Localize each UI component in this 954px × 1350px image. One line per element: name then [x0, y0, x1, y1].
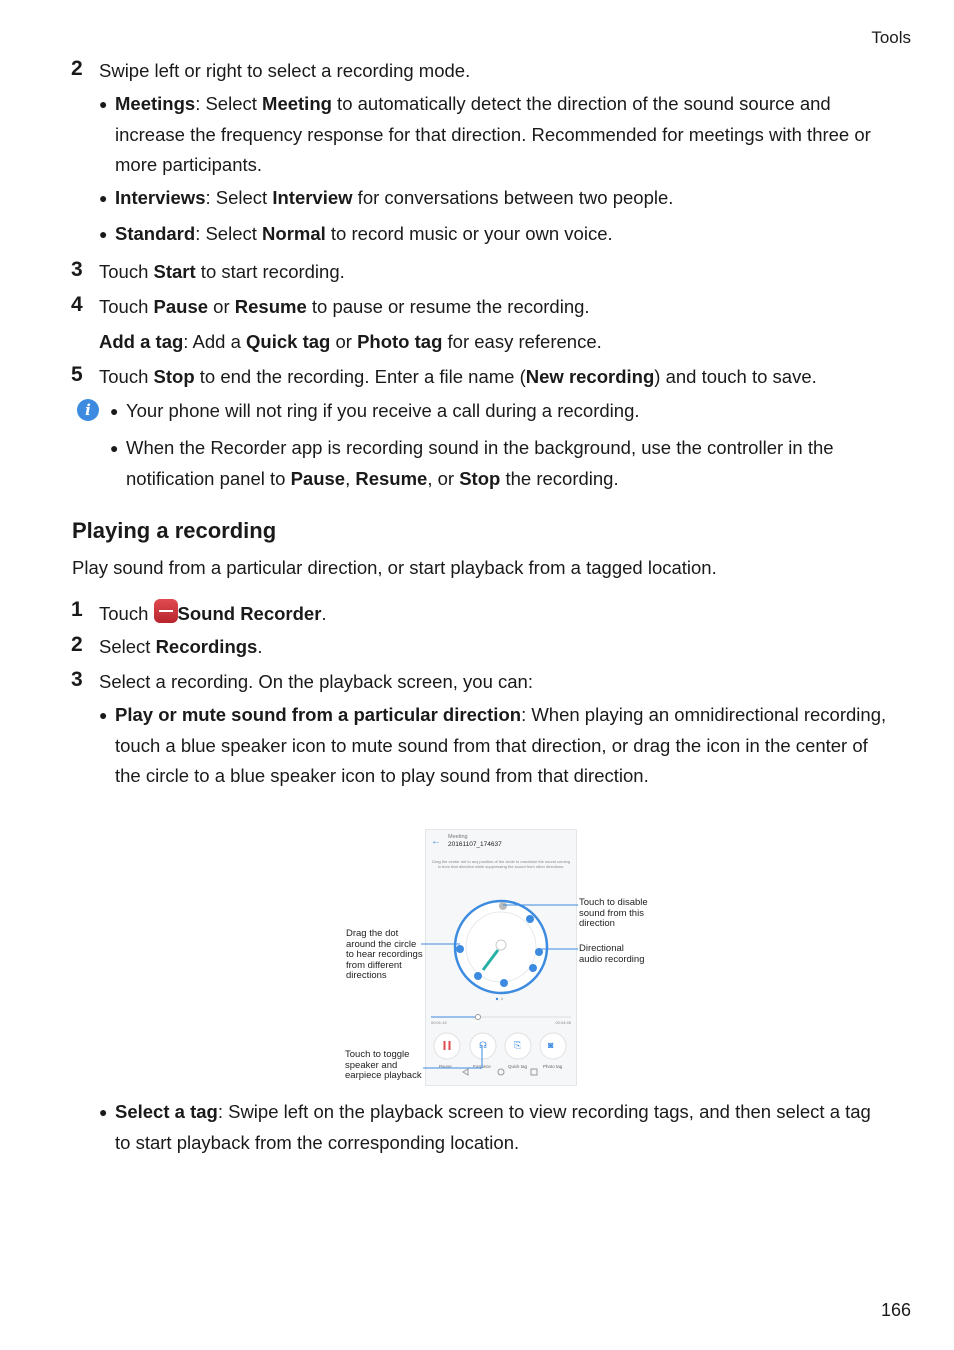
text: ) and touch to save. — [654, 366, 817, 387]
step-text — [99, 599, 327, 625]
text: , or — [427, 467, 460, 489]
camera-icon[interactable]: ◙ — [548, 1040, 554, 1050]
text: : Select — [205, 187, 273, 208]
bullet-dot: ● — [99, 226, 108, 242]
term: Stop — [153, 366, 195, 387]
pause-label: Pause — [439, 1064, 452, 1069]
text: : Add a — [183, 331, 247, 352]
nav-home-icon — [498, 1069, 504, 1075]
earpiece-icon[interactable]: ☊ — [479, 1040, 487, 1050]
step-number: 2 — [71, 57, 83, 80]
page-indicator — [501, 998, 503, 1000]
text: the recording. — [500, 467, 619, 489]
bullet-dot: ● — [110, 403, 119, 419]
page-indicator — [496, 998, 498, 1000]
earpiece-label: Earpiece — [473, 1064, 491, 1069]
text: When the Recorder app is recording sound in the background, use the controller in the notification panel to — [126, 437, 834, 489]
text: Touch — [99, 261, 154, 282]
term: Meetings — [115, 93, 196, 114]
term: Select a tag — [115, 1101, 218, 1122]
note-item — [110, 433, 880, 494]
phone-screenshot — [425, 829, 577, 1086]
pause-button — [434, 1033, 460, 1059]
text: Touch — [99, 296, 154, 317]
quick-tag-label: Quick tag — [508, 1064, 528, 1069]
speaker-icon — [474, 972, 482, 980]
bullet-dot: ● — [110, 440, 119, 456]
bullet-dot: ● — [99, 1104, 108, 1120]
step-text — [99, 261, 345, 283]
text: or — [330, 331, 358, 352]
page-number: 166 — [880, 1300, 911, 1320]
hint-text: Drag the center dot to any position of the circle to maximize the sound coming in from that direction while suppressing the sound from other directions. — [432, 859, 570, 869]
section-title: Playing a recording — [72, 518, 277, 543]
text: to end the recording. Enter a file name ( — [194, 366, 526, 387]
pause-icon — [449, 1041, 451, 1050]
bookmark-icon[interactable]: ⎘ — [514, 1040, 522, 1050]
add-tag-text — [99, 331, 602, 353]
bullet-dot: ● — [99, 707, 108, 723]
term: Quick tag — [246, 331, 331, 352]
text: or — [208, 296, 235, 317]
callout-directional: Directional audio recording — [579, 943, 645, 965]
term: Standard — [115, 223, 196, 244]
speaker-icon — [529, 964, 537, 972]
text: Touch — [99, 603, 154, 624]
speaker-icon — [535, 948, 543, 956]
term: Interview — [272, 187, 353, 208]
text: . — [257, 636, 263, 657]
text: for easy reference. — [442, 331, 602, 352]
text: Select — [99, 636, 156, 657]
time-elapsed: 00:01:15 — [431, 1020, 447, 1025]
info-icon: i — [77, 399, 99, 421]
step-number: 1 — [71, 598, 83, 621]
text: : Swipe left on the playback screen to view recording tags, and then select a tag to start playback from the corresponding location. — [115, 1101, 871, 1153]
term: Normal — [262, 223, 326, 244]
step-number: 3 — [71, 668, 83, 691]
term: Sound Recorder — [177, 603, 322, 624]
term: Resume — [355, 467, 428, 489]
back-arrow-icon: ← — [431, 836, 441, 847]
nav-recent-icon — [531, 1069, 537, 1075]
speaker-icon — [526, 915, 534, 923]
step-number: 5 — [71, 363, 83, 386]
speaker-icon — [500, 979, 508, 987]
term: Pause — [290, 467, 346, 489]
term: Meeting — [262, 93, 332, 114]
center-dot — [496, 940, 506, 950]
callout-drag: Drag the dot around the circle to hear recordings from different directions — [346, 928, 423, 981]
time-total: 00:04:45 — [555, 1020, 571, 1025]
step-number: 4 — [71, 293, 83, 316]
callout-toggle: Touch to toggle speaker and earpiece playback — [345, 1049, 422, 1081]
term: New recording — [525, 366, 655, 387]
speaker-icon — [456, 945, 464, 953]
direction-dial — [426, 830, 576, 1085]
step-text — [99, 296, 590, 318]
filename: 20161107_174637 — [448, 841, 502, 848]
term: Recordings — [155, 636, 258, 657]
text: : When playing an omnidirectional recording, touch a blue speaker icon to mute sound from that direction, or drag the icon in the center of the circle to a blue speaker icon to play sound from that direction. — [115, 704, 887, 786]
term: Start — [153, 261, 196, 282]
text: for conversations between two people. — [352, 187, 674, 208]
photo-tag-label: Photo tag — [543, 1064, 563, 1069]
step-number: 3 — [71, 258, 83, 281]
term: Add a tag — [99, 331, 184, 352]
bullet-play-mute — [99, 700, 889, 792]
mode-label: Meeting — [448, 834, 468, 840]
bullet-select-tag — [99, 1097, 889, 1158]
term: Interviews — [115, 187, 206, 208]
term: Resume — [234, 296, 307, 317]
term: Pause — [153, 296, 209, 317]
step-text: Select a recording. On the playback screen, you can: — [99, 671, 533, 692]
bullet-meetings — [99, 89, 889, 181]
pause-icon — [444, 1041, 446, 1050]
step-number: 2 — [71, 633, 83, 656]
term: Stop — [459, 467, 501, 489]
text: to automatically detect the direction of the sound source and increase the frequency response for that direction. Recommended for meetings with three or more participants. — [115, 93, 871, 175]
bullet-interviews — [99, 183, 889, 214]
text: , — [345, 467, 356, 489]
running-header: Tools — [871, 28, 911, 47]
text: : Select — [195, 223, 263, 244]
muted-speaker-icon — [499, 902, 507, 910]
text: Touch — [99, 366, 154, 387]
callout-disable: Touch to disable sound from this direction — [579, 897, 648, 929]
section-intro: Play sound from a particular direction, or start playback from a tagged location. — [72, 557, 717, 578]
step-text — [99, 636, 262, 658]
bullet-dot: ● — [99, 190, 108, 206]
text: . — [321, 603, 327, 624]
note-text: Your phone will not ring if you receive a call during a recording. — [126, 400, 640, 421]
bullet-dot: ● — [99, 96, 108, 112]
note-item — [110, 396, 880, 427]
text: to record music or your own voice. — [325, 223, 613, 244]
text: : Select — [195, 93, 263, 114]
nav-back-icon — [463, 1069, 468, 1075]
step-text: Swipe left or right to select a recording mode. — [99, 60, 471, 81]
progress-thumb — [476, 1015, 481, 1020]
step-text — [99, 366, 817, 388]
term: Play or mute sound from a particular direction — [115, 704, 522, 725]
text: to pause or resume the recording. — [306, 296, 590, 317]
sound-recorder-app-icon — [154, 599, 178, 623]
term: Photo tag — [357, 331, 443, 352]
text: to start recording. — [195, 261, 345, 282]
bullet-standard — [99, 219, 889, 250]
